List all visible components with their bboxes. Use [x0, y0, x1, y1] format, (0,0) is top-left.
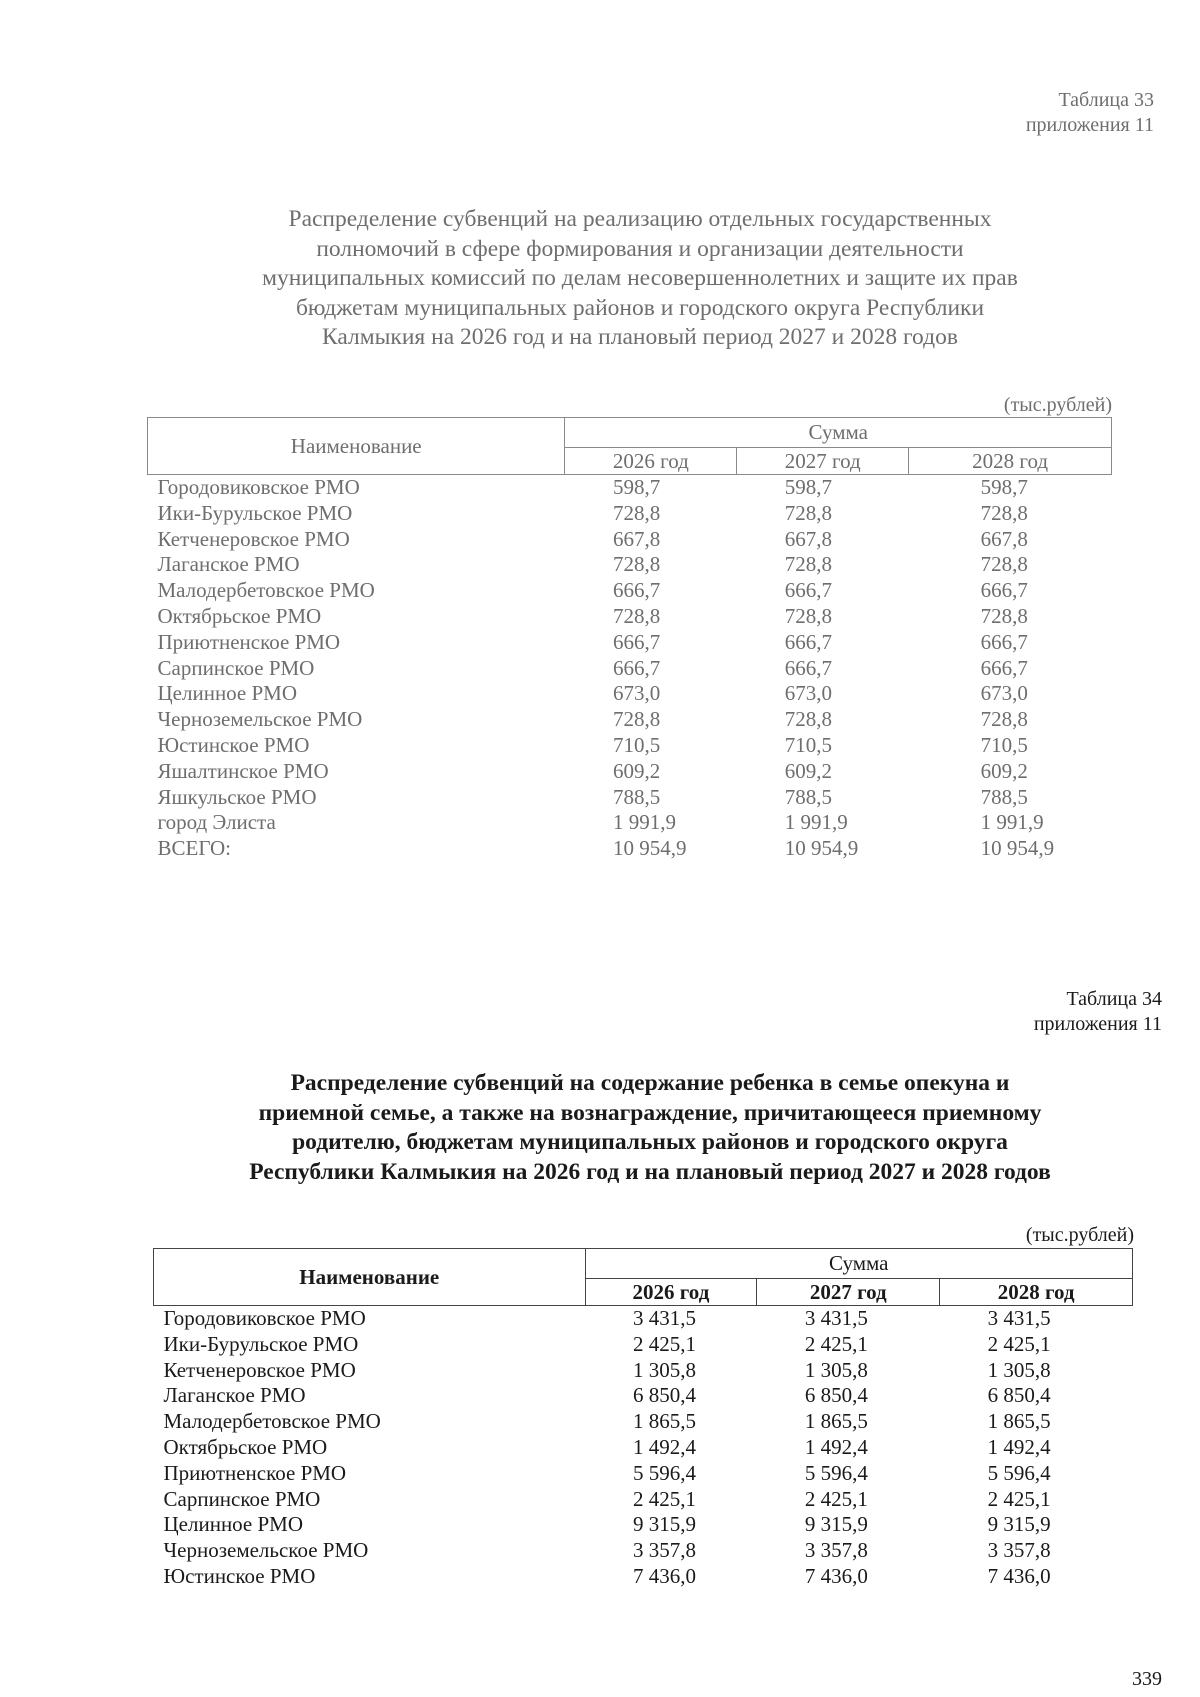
table33 — [147, 417, 1112, 862]
table34-title-line: Республики Калмыкия на 2026 год и на плановый период 2027 и 2028 годов — [249, 1158, 1051, 1185]
table-row — [148, 733, 1112, 759]
row-value-2028: 2 425,1 — [987, 1486, 1051, 1511]
total-value-2027: 10 954,9 — [784, 836, 859, 861]
table-row — [154, 1538, 1133, 1564]
row-value-2026: 666,7 — [612, 578, 661, 603]
row-name: город Элиста — [157, 810, 276, 835]
table34-title-line: приемной семье, а также на вознаграждение, причитающееся приемному — [258, 1099, 1042, 1126]
row-value-2027: 728,8 — [784, 500, 833, 525]
row-name: Малодербетовское РМО — [163, 1409, 381, 1434]
table33-caption — [1026, 88, 1154, 138]
table-row — [148, 604, 1112, 630]
table-row — [154, 1435, 1133, 1461]
row-value-2027: 728,8 — [784, 552, 833, 577]
row-name: Кетченеровское РМО — [157, 526, 350, 551]
table-row — [154, 1461, 1133, 1487]
table33-unit: (тыс.рублей) — [1003, 394, 1112, 416]
table-row — [148, 475, 1112, 501]
table-row — [148, 785, 1112, 811]
table-row — [148, 810, 1112, 836]
row-value-2028: 6 850,4 — [987, 1383, 1051, 1408]
table33-title-line: бюджетам муниципальных районов и городского округа Республики — [295, 294, 985, 321]
row-value-2028: 9 315,9 — [987, 1512, 1051, 1537]
row-name: Приютненское РМО — [163, 1460, 347, 1485]
table-row — [148, 759, 1112, 785]
row-value-2027: 666,7 — [784, 578, 833, 603]
row-name: Октябрьское РМО — [163, 1434, 328, 1459]
table33-header-year: 2026 год — [565, 447, 737, 474]
row-name: Целинное РМО — [163, 1512, 304, 1537]
table33-title-line: Распределение субвенций на реализацию отдельных государственных — [288, 206, 992, 232]
row-name: Лаганское РМО — [163, 1383, 306, 1408]
row-value-2027: 1 492,4 — [804, 1434, 868, 1459]
row-value-2027: 3 431,5 — [804, 1306, 868, 1330]
row-value-2028: 710,5 — [980, 732, 1028, 757]
table-row — [148, 707, 1112, 733]
row-name: Юстинское РМО — [163, 1563, 316, 1588]
row-value-2027: 5 596,4 — [804, 1460, 868, 1485]
row-value-2028: 598,7 — [980, 475, 1028, 499]
row-value-2026: 609,2 — [612, 758, 661, 783]
table-row — [154, 1358, 1133, 1384]
row-name: Юстинское РМО — [157, 732, 310, 757]
row-value-2026: 666,7 — [612, 655, 661, 680]
row-value-2026: 728,8 — [612, 552, 661, 577]
table-row — [148, 630, 1112, 656]
row-name: Яшкульское РМО — [157, 784, 317, 809]
row-name: Черноземельское РМО — [157, 707, 363, 732]
row-value-2026: 9 315,9 — [633, 1512, 696, 1537]
row-value-2028: 728,8 — [980, 552, 1028, 577]
row-value-2026: 3 431,5 — [633, 1306, 696, 1330]
row-name: Ики-Бурульское РМО — [163, 1331, 359, 1356]
table33-caption-number: Таблица 33 — [1058, 89, 1154, 111]
table-row — [148, 527, 1112, 553]
row-name: Кетченеровское РМО — [163, 1357, 356, 1382]
row-value-2027: 609,2 — [784, 758, 833, 783]
row-name: Целинное РМО — [157, 681, 298, 706]
row-value-2028: 2 425,1 — [987, 1331, 1051, 1356]
row-value-2027: 788,5 — [784, 784, 833, 809]
row-value-2026: 788,5 — [612, 784, 661, 809]
row-value-2026: 598,7 — [612, 475, 661, 499]
row-value-2027: 9 315,9 — [804, 1512, 868, 1537]
row-value-2026: 7 436,0 — [633, 1563, 696, 1588]
row-name: Ики-Бурульское РМО — [157, 500, 353, 525]
table34-title-line: Распределение субвенций на содержание ребенка в семье опекуна и — [290, 1070, 1010, 1096]
table33-title-line: муниципальных комиссий по делам несовершеннолетних и защите их прав — [262, 265, 1018, 291]
total-value-2028: 10 954,9 — [980, 836, 1055, 861]
row-value-2026: 667,8 — [612, 526, 661, 551]
row-value-2026: 666,7 — [612, 629, 661, 654]
row-value-2027: 6 850,4 — [804, 1383, 868, 1408]
row-value-2028: 5 596,4 — [987, 1460, 1051, 1485]
row-value-2027: 3 357,8 — [804, 1538, 868, 1563]
row-value-2026: 728,8 — [612, 707, 661, 732]
table33-caption-appendix: приложения 11 — [1025, 114, 1154, 136]
row-value-2028: 1 492,4 — [987, 1434, 1051, 1459]
row-value-2027: 667,8 — [784, 526, 833, 551]
row-value-2026: 710,5 — [612, 732, 661, 757]
row-value-2027: 1 305,8 — [804, 1357, 868, 1382]
table-total-row — [148, 836, 1112, 862]
row-name: Городовиковское РМО — [157, 475, 360, 499]
table34-header-year: 2027 год — [757, 1278, 940, 1305]
row-value-2028: 728,8 — [980, 707, 1028, 732]
table-row — [154, 1512, 1133, 1538]
table34-title-line: родителю, бюджетам муниципальных районов и городского округа — [292, 1129, 1008, 1155]
row-value-2028: 609,2 — [980, 758, 1028, 783]
table33-header-sum: Сумма — [565, 418, 1112, 448]
row-value-2028: 728,8 — [980, 500, 1028, 525]
table33-title-line: полномочий в сфере формирования и организации деятельности — [316, 235, 964, 262]
table-row — [148, 578, 1112, 604]
row-name: Сарпинское РМО — [163, 1486, 321, 1511]
table34-unit: (тыс.рублей) — [1025, 1224, 1134, 1246]
row-value-2026: 728,8 — [612, 500, 661, 525]
table-row — [154, 1409, 1133, 1435]
row-value-2028: 728,8 — [980, 603, 1028, 628]
row-value-2027: 598,7 — [784, 475, 833, 499]
row-value-2026: 673,0 — [612, 681, 661, 706]
row-name: Сарпинское РМО — [157, 655, 315, 680]
table33-header-name: Наименование — [148, 418, 565, 475]
table-row — [154, 1383, 1133, 1409]
table34-header-year: 2026 год — [585, 1278, 757, 1305]
total-value-2026: 10 954,9 — [612, 836, 687, 861]
row-value-2027: 2 425,1 — [804, 1486, 868, 1511]
row-name: Лаганское РМО — [157, 552, 300, 577]
row-value-2026: 2 425,1 — [633, 1486, 696, 1511]
table-row — [148, 656, 1112, 682]
row-value-2027: 2 425,1 — [804, 1331, 868, 1356]
row-name: Приютненское РМО — [157, 629, 341, 654]
table34-header-year: 2028 год — [940, 1278, 1133, 1305]
row-value-2026: 3 357,8 — [633, 1538, 696, 1563]
table-row — [154, 1564, 1133, 1590]
total-label: ВСЕГО: — [157, 836, 231, 861]
table-row — [148, 552, 1112, 578]
row-value-2026: 1 305,8 — [633, 1357, 696, 1382]
row-value-2028: 7 436,0 — [987, 1563, 1051, 1588]
row-name: Октябрьское РМО — [157, 603, 322, 628]
table34-caption-appendix: приложения 11 — [1033, 1013, 1162, 1035]
row-value-2028: 1 305,8 — [987, 1357, 1051, 1382]
row-value-2028: 673,0 — [980, 681, 1028, 706]
row-value-2027: 7 436,0 — [804, 1563, 868, 1588]
row-value-2026: 1 991,9 — [612, 810, 676, 835]
row-value-2028: 1 865,5 — [987, 1409, 1051, 1434]
row-value-2026: 728,8 — [612, 603, 661, 628]
row-name: Городовиковское РМО — [163, 1306, 366, 1330]
row-name: Черноземельское РМО — [163, 1538, 369, 1563]
row-value-2027: 1 865,5 — [804, 1409, 868, 1434]
row-value-2027: 673,0 — [784, 681, 833, 706]
table34-header-sum: Сумма — [585, 1249, 1133, 1279]
row-value-2028: 1 991,9 — [980, 810, 1044, 835]
row-value-2027: 1 991,9 — [784, 810, 848, 835]
row-value-2027: 728,8 — [784, 603, 833, 628]
row-name: Яшалтинское РМО — [157, 758, 329, 783]
row-value-2026: 6 850,4 — [633, 1383, 696, 1408]
row-value-2026: 2 425,1 — [633, 1331, 696, 1356]
table34-title — [150, 1069, 1150, 1187]
table33-title — [140, 205, 1140, 353]
table34 — [153, 1248, 1133, 1590]
row-value-2028: 666,7 — [980, 655, 1028, 680]
table34-caption — [1034, 987, 1162, 1037]
table34-caption-number: Таблица 34 — [1066, 988, 1162, 1010]
row-value-2028: 3 357,8 — [987, 1538, 1051, 1563]
table33-header-year: 2027 год — [737, 447, 909, 474]
row-value-2027: 666,7 — [784, 655, 833, 680]
row-name: Малодербетовское РМО — [157, 578, 375, 603]
row-value-2026: 1 865,5 — [633, 1409, 696, 1434]
row-value-2028: 667,8 — [980, 526, 1028, 551]
row-value-2026: 5 596,4 — [633, 1460, 696, 1485]
page-number: 339 — [1132, 1668, 1162, 1690]
table33-header-year: 2028 год — [909, 447, 1112, 474]
table33-title-line: Калмыкия на 2026 год и на плановый период 2027 и 2028 годов — [322, 324, 958, 350]
row-value-2028: 3 431,5 — [987, 1306, 1051, 1330]
table-row — [148, 501, 1112, 527]
table-row — [154, 1332, 1133, 1358]
row-value-2028: 666,7 — [980, 578, 1028, 603]
row-value-2027: 666,7 — [784, 629, 833, 654]
table-row — [154, 1306, 1133, 1332]
row-value-2027: 710,5 — [784, 732, 833, 757]
table-row — [154, 1487, 1133, 1513]
row-value-2028: 666,7 — [980, 629, 1028, 654]
table34-header-name: Наименование — [154, 1249, 586, 1306]
row-value-2028: 788,5 — [980, 784, 1028, 809]
row-value-2027: 728,8 — [784, 707, 833, 732]
row-value-2026: 1 492,4 — [633, 1434, 696, 1459]
table-row — [148, 681, 1112, 707]
